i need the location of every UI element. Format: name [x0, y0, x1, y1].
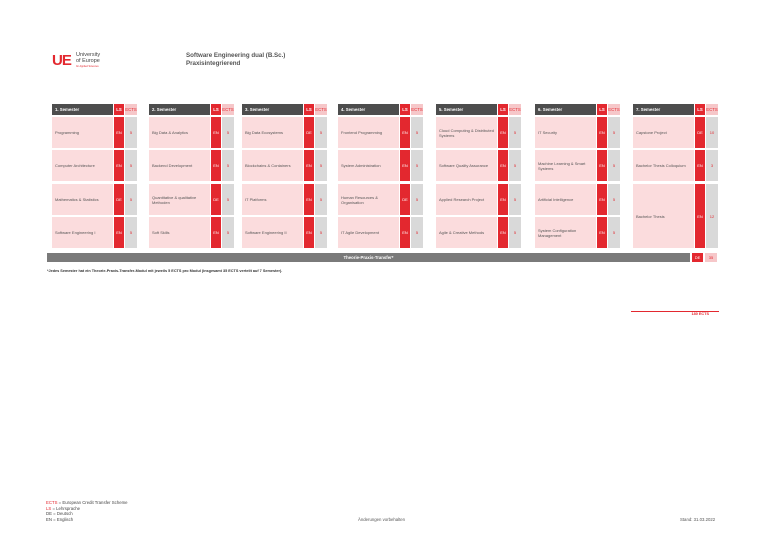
- module-language: EN: [597, 217, 607, 248]
- module-language: EN: [400, 117, 410, 148]
- module-language: EN: [695, 184, 705, 248]
- module-name: Programming: [52, 117, 113, 148]
- module-ects: 5: [608, 117, 620, 148]
- module-language: EN: [498, 150, 508, 181]
- module-name: IT Platforms: [242, 184, 303, 215]
- module-name: Bachelor Thesis: [633, 184, 694, 248]
- ls-header: LS: [597, 104, 607, 115]
- legend-item: ECTS = European Credit Transfer Scheme: [46, 500, 128, 505]
- module-name: Software Quality Assurance: [436, 150, 497, 181]
- module-name: Machine Learning & Smart Systems: [535, 150, 596, 181]
- module-ects: 5: [509, 217, 521, 248]
- semester-header: 7. Semester: [633, 104, 694, 115]
- module-language: EN: [597, 150, 607, 181]
- ects-header: ECTS: [608, 104, 620, 115]
- semester-header: 1. Semester: [52, 104, 113, 115]
- ls-header: LS: [304, 104, 314, 115]
- module-name: Applied Research Project: [436, 184, 497, 215]
- theory-practice-ls: DE: [692, 253, 703, 262]
- module-language: EN: [498, 217, 508, 248]
- module-ects: 5: [411, 184, 423, 215]
- ls-header: LS: [211, 104, 221, 115]
- title-line1: Software Engineering dual (B.Sc.): [186, 52, 286, 59]
- footer-disclaimer: Änderungen vorbehalten: [358, 517, 406, 522]
- legend-item: DE = Deutsch: [46, 511, 73, 516]
- logo-subline: for Applied Sciences: [76, 65, 99, 68]
- module-name: Mathematics & Statistics: [52, 184, 113, 215]
- ls-header: LS: [400, 104, 410, 115]
- module-language: EN: [114, 150, 124, 181]
- university-logo: [52, 51, 114, 71]
- ects-header: ECTS: [125, 104, 137, 115]
- module-language: EN: [597, 184, 607, 215]
- module-ects: 5: [509, 150, 521, 181]
- module-language: DE: [400, 184, 410, 215]
- ue-logo-mark: UE: [52, 52, 71, 69]
- logo-wordmark: [76, 52, 100, 64]
- module-ects: 3: [706, 150, 718, 181]
- module-language: DE: [114, 184, 124, 215]
- logo-line2: of Europe: [76, 58, 100, 64]
- semester-header: 4. Semester: [338, 104, 399, 115]
- semester-header: 6. Semester: [535, 104, 596, 115]
- module-ects: 5: [315, 184, 327, 215]
- footnote: *Jedes Semester hat ein Theorie-Praxis-Transfer-Modul mit jeweils 5 ECTS pro Modul (insgesamt 35 ECTS verteilt auf 7 Semester).: [47, 269, 283, 273]
- module-language: DE: [695, 117, 705, 148]
- ects-header: ECTS: [411, 104, 423, 115]
- module-ects: 5: [411, 150, 423, 181]
- module-ects: 5: [315, 217, 327, 248]
- semester-header: 3. Semester: [242, 104, 303, 115]
- module-language: EN: [498, 184, 508, 215]
- module-name: Blockchains & Containers: [242, 150, 303, 181]
- module-language: EN: [114, 217, 124, 248]
- module-ects: 5: [411, 117, 423, 148]
- legend: [46, 500, 128, 522]
- module-ects: 5: [608, 150, 620, 181]
- module-name: Software Engineering II: [242, 217, 303, 248]
- legend-item: LS = Lehrsprache: [46, 505, 81, 511]
- module-name: Backend Development: [149, 150, 210, 181]
- module-name: Bachelor Thesis Colloquium: [633, 150, 694, 181]
- theory-practice-transfer-bar: Theorie-Praxis-Transfer*: [47, 253, 690, 262]
- module-ects: 5: [125, 150, 137, 181]
- ls-header: LS: [695, 104, 705, 115]
- module-ects: 5: [315, 117, 327, 148]
- module-language: EN: [695, 150, 705, 181]
- title-line2: Praxisintegrierend: [186, 60, 241, 67]
- module-name: Artificial Intelligence: [535, 184, 596, 215]
- module-ects: 5: [125, 117, 137, 148]
- module-ects: 12: [706, 184, 718, 248]
- module-ects: 5: [509, 184, 521, 215]
- module-language: EN: [400, 150, 410, 181]
- module-ects: 5: [608, 217, 620, 248]
- module-name: Computer Architecture: [52, 150, 113, 181]
- module-name: Capstone Project: [633, 117, 694, 148]
- module-ects: 5: [411, 217, 423, 248]
- module-name: Human Resources & Organisation: [338, 184, 399, 215]
- module-ects: 5: [509, 117, 521, 148]
- module-name: Soft Skills: [149, 217, 210, 248]
- module-name: Agile & Creative Methods: [436, 217, 497, 248]
- module-language: DE: [211, 184, 221, 215]
- module-name: System Configuration Management: [535, 217, 596, 248]
- module-language: EN: [498, 117, 508, 148]
- module-ects: 5: [315, 150, 327, 181]
- legend-item: EN = Englisch: [46, 516, 74, 522]
- module-ects: 5: [125, 184, 137, 215]
- document-title: [186, 52, 285, 68]
- module-ects: 5: [125, 217, 137, 248]
- footer-date: Stand: 31.03.2022: [680, 517, 716, 522]
- module-name: System Administration: [338, 150, 399, 181]
- module-ects: 5: [222, 184, 234, 215]
- module-name: Frontend Programming: [338, 117, 399, 148]
- module-ects: 5: [608, 184, 620, 215]
- module-language: EN: [304, 184, 314, 215]
- semester-header: 5. Semester: [436, 104, 497, 115]
- ects-header: ECTS: [315, 104, 327, 115]
- ls-header: LS: [498, 104, 508, 115]
- module-language: EN: [304, 217, 314, 248]
- ls-header: LS: [114, 104, 124, 115]
- module-language: EN: [400, 217, 410, 248]
- module-language: EN: [304, 150, 314, 181]
- module-language: EN: [114, 117, 124, 148]
- ects-header: ECTS: [706, 104, 718, 115]
- module-ects: 5: [222, 150, 234, 181]
- module-name: IT Security: [535, 117, 596, 148]
- module-name: Big Data Ecosystems: [242, 117, 303, 148]
- module-name: Quantitative & qualitative Methoden: [149, 184, 210, 215]
- module-name: IT Agile Development: [338, 217, 399, 248]
- module-language: EN: [211, 117, 221, 148]
- module-ects: 5: [222, 217, 234, 248]
- ects-header: ECTS: [222, 104, 234, 115]
- module-language: EN: [211, 150, 221, 181]
- theory-practice-ects: 35: [705, 253, 717, 262]
- logo-line1: University: [76, 52, 101, 58]
- semester-header: 2. Semester: [149, 104, 210, 115]
- module-language: EN: [597, 117, 607, 148]
- module-language: EN: [211, 217, 221, 248]
- module-name: Software Engineering I: [52, 217, 113, 248]
- module-name: Big Data & Analytics: [149, 117, 210, 148]
- ects-header: ECTS: [509, 104, 521, 115]
- module-name: Cloud Computing & Distributed Systems: [436, 117, 497, 148]
- module-ects: 5: [222, 117, 234, 148]
- total-ects: 180 ECTS: [691, 312, 709, 316]
- module-ects: 10: [706, 117, 718, 148]
- module-language: DE: [304, 117, 314, 148]
